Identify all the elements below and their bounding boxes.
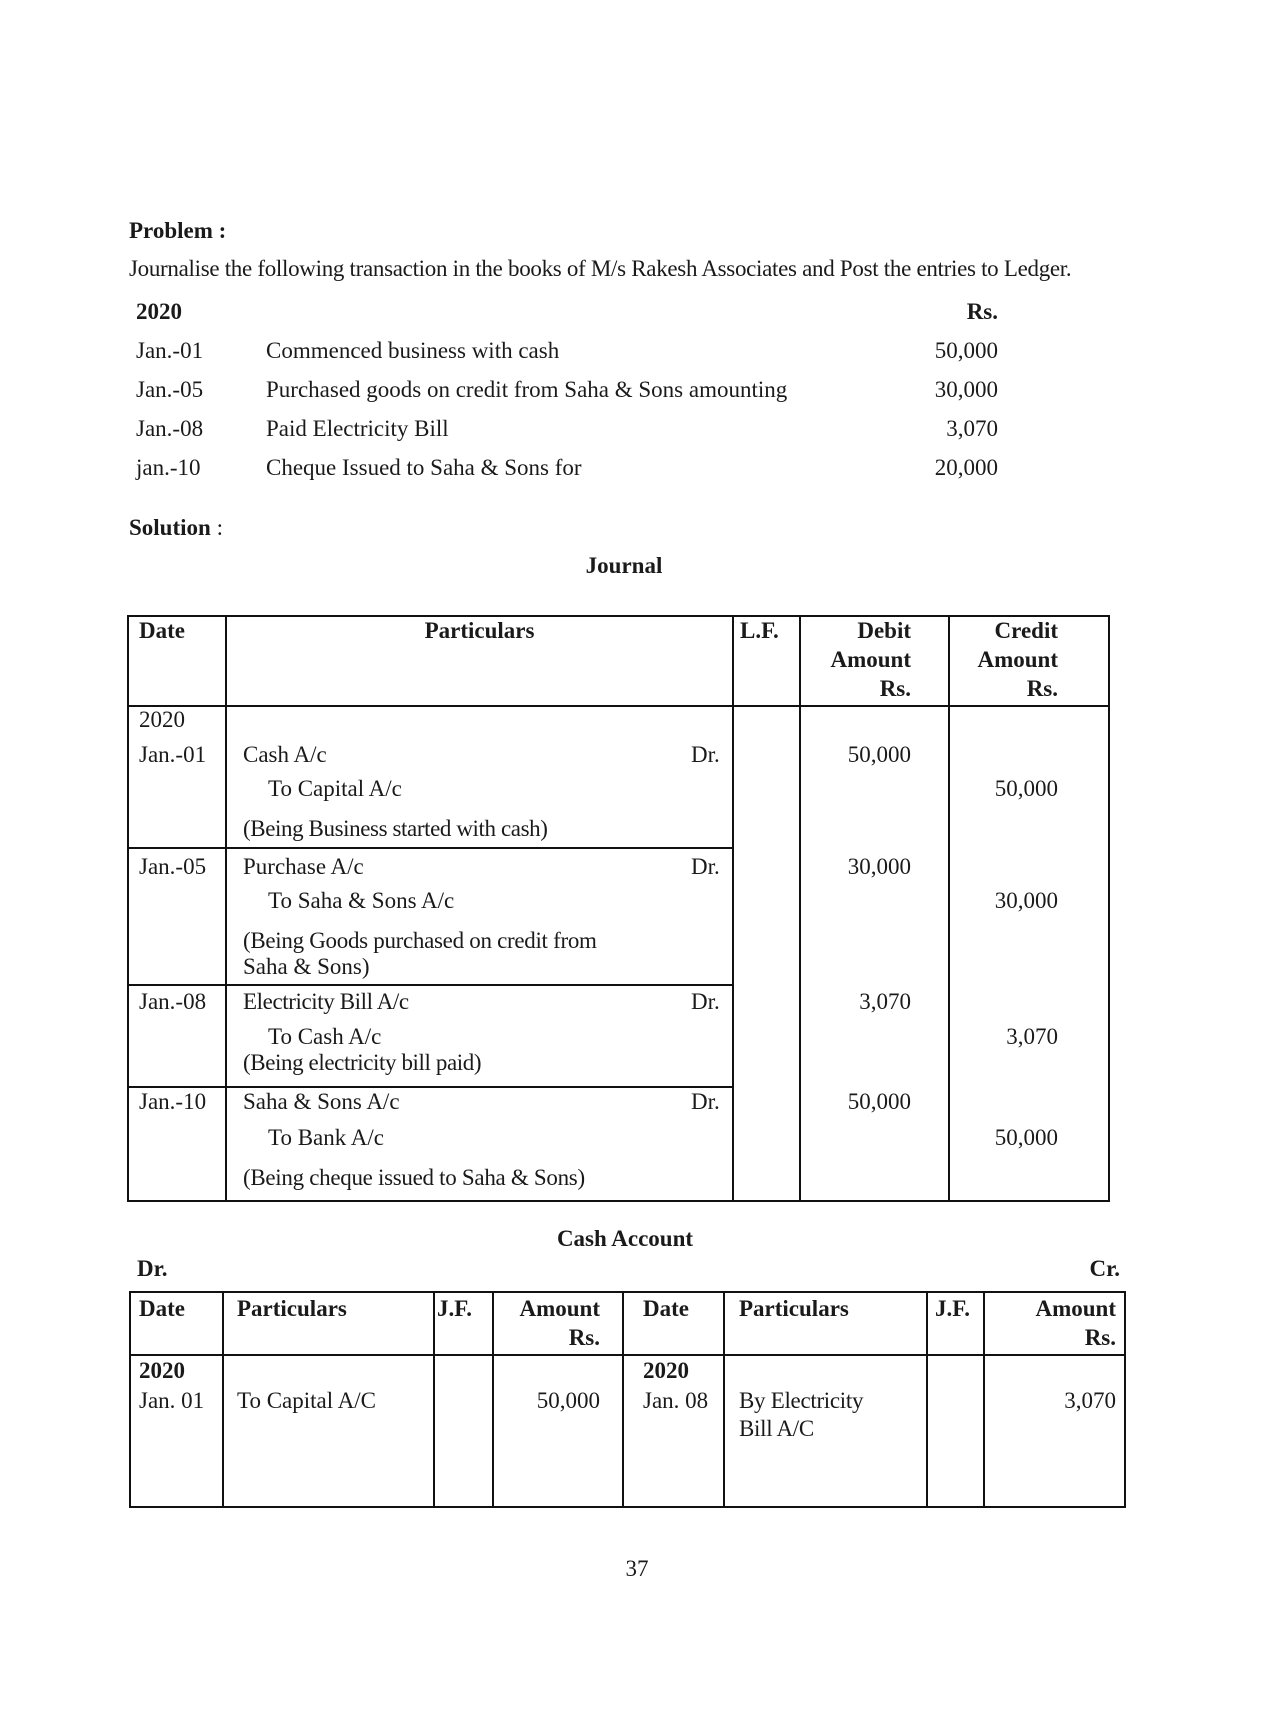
entry-narration: (Being Goods purchased on credit from [243, 928, 597, 953]
ledger-year: 2020 [139, 1358, 185, 1383]
column-divider [222, 1293, 224, 1506]
header-date: Date [139, 1296, 185, 1321]
transactions-year: 2020 [136, 299, 182, 324]
header-date: Date [139, 618, 185, 643]
entry-dr: Dr. [691, 742, 720, 767]
entry-credit-account: To Bank A/c [268, 1125, 384, 1150]
entry-date: Jan.-01 [139, 742, 207, 767]
header-particulars: Particulars [237, 1296, 347, 1321]
column-divider [723, 1293, 725, 1506]
transaction-date: Jan.-05 [136, 377, 204, 402]
header-debit: Amount [830, 647, 911, 672]
journal-year: 2020 [139, 707, 185, 732]
header-divider [129, 705, 1108, 707]
column-divider [622, 1293, 624, 1506]
problem-instruction: Journalise the following transaction in the books of M/s Rakesh Associates and Post the entries to Ledger. [129, 256, 1072, 281]
header-amount: Rs. [1084, 1325, 1116, 1350]
cash-account-title: Cash Account [556, 1226, 694, 1251]
entry-narration: (Being Business started with cash) [243, 816, 548, 841]
ledger-amount: 3,070 [1064, 1388, 1116, 1413]
header-credit: Amount [977, 647, 1058, 672]
transaction-text: Paid Electricity Bill [266, 416, 449, 441]
entry-debit-account: Purchase A/c [243, 854, 364, 879]
ledger-date: Jan. 01 [139, 1388, 205, 1413]
entry-date: Jan.-10 [139, 1089, 207, 1114]
cash-account-dr: Dr. [137, 1256, 168, 1281]
column-divider [433, 1293, 435, 1506]
solution-heading: Solution [129, 515, 211, 540]
transaction-amount: 3,070 [946, 416, 998, 441]
transaction-date: jan.-10 [136, 455, 201, 480]
header-credit: Credit [994, 618, 1058, 643]
entry-credit-account: To Saha & Sons A/c [268, 888, 455, 913]
entry-debit-amount: 50,000 [847, 1089, 911, 1114]
ledger-amount: 50,000 [536, 1388, 600, 1413]
entry-dr: Dr. [691, 854, 720, 879]
transaction-date: Jan.-08 [136, 416, 204, 441]
entry-credit-account: To Cash A/c [268, 1024, 382, 1049]
entry-credit-amount: 3,070 [1006, 1024, 1058, 1049]
header-particulars: Particulars [739, 1296, 849, 1321]
journal-title: Journal [585, 553, 663, 578]
page-number: 37 [625, 1556, 649, 1581]
entry-narration: (Being cheque issued to Saha & Sons) [243, 1165, 585, 1190]
transaction-text: Purchased goods on credit from Saha & Sons amounting [266, 377, 788, 402]
entry-narration: (Being electricity bill paid) [243, 1050, 482, 1075]
ledger-particulars: To Capital A/C [237, 1388, 376, 1413]
header-amount: Amount [1035, 1296, 1116, 1321]
header-particulars: Particulars [424, 618, 535, 643]
row-divider [129, 1086, 734, 1088]
entry-credit-amount: 50,000 [994, 776, 1058, 801]
header-debit: Debit [857, 618, 911, 643]
entry-date: Jan.-05 [139, 854, 207, 879]
entry-debit-account: Saha & Sons A/c [243, 1089, 400, 1114]
problem-heading: Problem : [129, 218, 227, 243]
entry-narration: Saha & Sons) [243, 954, 370, 979]
entry-credit-amount: 50,000 [994, 1125, 1058, 1150]
entry-dr: Dr. [691, 1089, 720, 1114]
transactions-currency: Rs. [966, 299, 998, 324]
transaction-date: Jan.-01 [136, 338, 204, 363]
cash-account-table [129, 1291, 1126, 1508]
entry-debit-account: Cash A/c [243, 742, 327, 767]
row-divider [129, 847, 734, 849]
header-jf: J.F. [437, 1296, 472, 1321]
ledger-date: Jan. 08 [643, 1388, 709, 1413]
entry-credit-amount: 30,000 [994, 888, 1058, 913]
header-amount: Rs. [568, 1325, 600, 1350]
solution-colon: : [216, 515, 223, 540]
entry-credit-account: To Capital A/c [268, 776, 402, 801]
header-debit: Rs. [879, 676, 911, 701]
header-amount: Amount [519, 1296, 600, 1321]
header-credit: Rs. [1026, 676, 1058, 701]
transaction-amount: 50,000 [934, 338, 998, 363]
row-divider [129, 984, 734, 986]
entry-debit-amount: 3,070 [859, 989, 911, 1014]
entry-debit-account: Electricity Bill A/c [243, 989, 409, 1014]
column-divider [926, 1293, 928, 1506]
transaction-amount: 30,000 [934, 377, 998, 402]
header-lf: L.F. [740, 618, 779, 643]
entry-dr: Dr. [691, 989, 720, 1014]
header-date: Date [643, 1296, 689, 1321]
journal-table [127, 615, 1110, 1202]
ledger-year: 2020 [643, 1358, 689, 1383]
header-jf: J.F. [935, 1296, 970, 1321]
cash-account-cr: Cr. [1089, 1256, 1120, 1281]
transaction-text: Cheque Issued to Saha & Sons for [266, 455, 582, 480]
solution-heading-line [129, 515, 223, 541]
entry-debit-amount: 50,000 [847, 742, 911, 767]
transaction-text: Commenced business with cash [266, 338, 560, 363]
transaction-amount: 20,000 [934, 455, 998, 480]
header-divider [131, 1354, 1124, 1356]
ledger-particulars: By Electricity [739, 1388, 864, 1413]
entry-date: Jan.-08 [139, 989, 207, 1014]
entry-debit-amount: 30,000 [847, 854, 911, 879]
ledger-particulars: Bill A/C [739, 1416, 814, 1441]
